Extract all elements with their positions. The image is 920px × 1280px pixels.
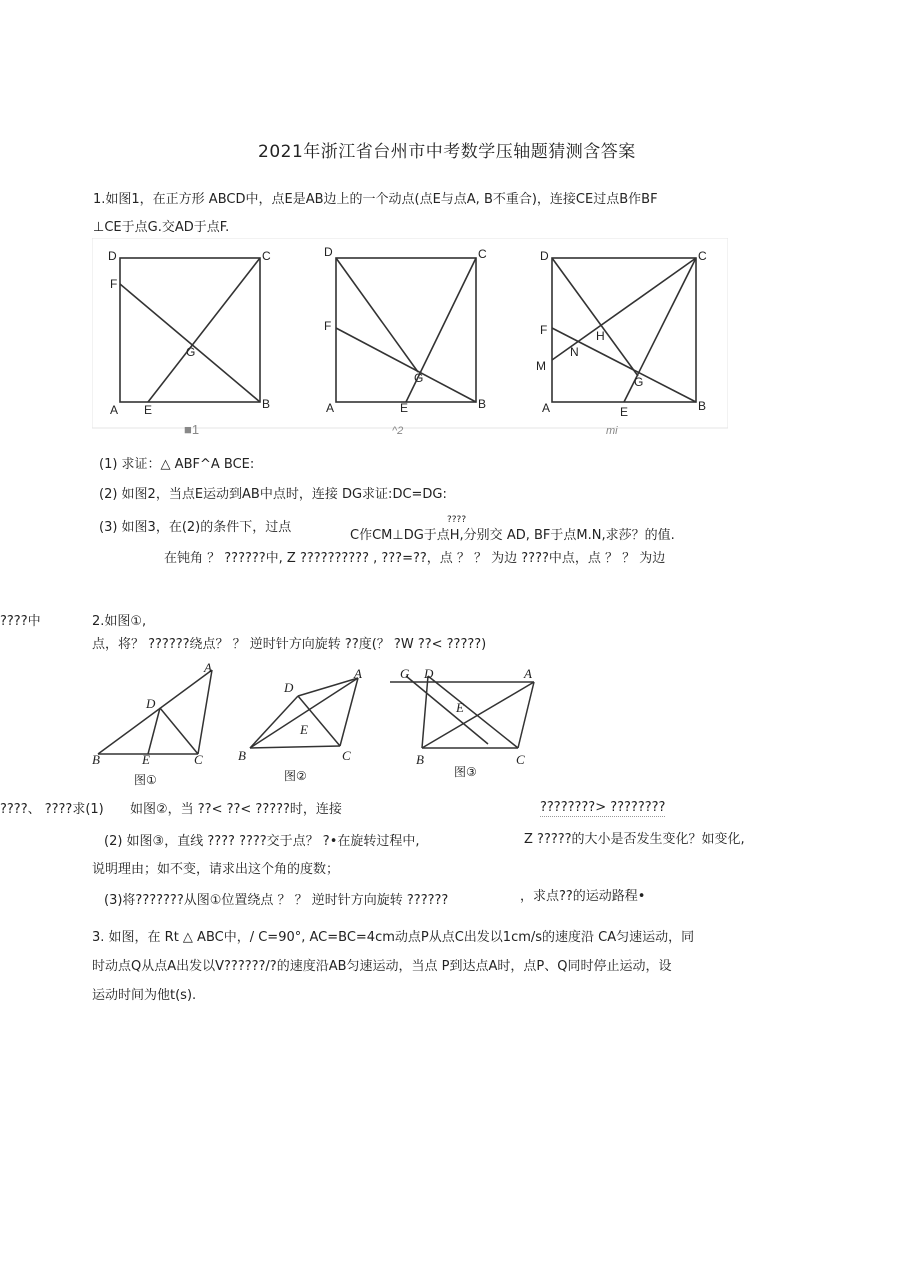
q1f3-label-E: E (620, 405, 629, 419)
q2f1-label-B: B (92, 752, 100, 767)
q1-figure-3 (552, 258, 696, 402)
q3-text-line2: 时动点Q从点A出发以V??????/?的速度沿AB匀速运动，当点 P到达点A时，点P、Q同时停止运动，设 (92, 959, 672, 974)
q1-part3b: C作CM⊥DG于点H,分别交 AD, BF于点M.N,求莎？的值. (350, 528, 675, 543)
q1-part3-sup: ???? (447, 515, 467, 525)
q1-figure-2 (336, 258, 476, 402)
q1f3-label-F: F (540, 323, 548, 337)
q1-part3a: (3) 如图3，在(2)的条件下，过点 (99, 520, 292, 535)
q1f1-label-E: E (144, 403, 153, 417)
q2-part1-left: ????、 ????求(1) (0, 802, 104, 817)
q1f2-caption: ^2 (392, 425, 404, 437)
q2f1-label-C: C (194, 752, 203, 767)
q1f3-label-M: M (536, 359, 546, 373)
q2-part2: (2) 如图③，直线 ???? ????交于点？ ?•在旋转过程中, (104, 834, 420, 849)
q2f3-label-C: C (516, 752, 525, 767)
q1-text-line1: 1.如图1，在正方形 ABCD中，点E是AB边上的一个动点(点E与点A, B不重合)，连接CE过点B作BF (93, 192, 658, 207)
q2f3-caption: 图③ (454, 765, 477, 779)
q1f1-label-C: C (262, 249, 271, 263)
q2f2-label-C: C (342, 748, 351, 763)
q2-part3: (3)将???????从图①位置绕点 ？ ？ 逆时针方向旋转 ?????? (104, 893, 449, 908)
q3-text-line3: 运动时间为他t(s). (92, 988, 197, 1003)
q1f2-label-B: B (478, 397, 487, 411)
q1f1-label-G: G (186, 345, 196, 359)
q1f2-label-D: D (324, 245, 333, 259)
q2f2-label-D: D (284, 680, 294, 695)
q2f2-label-E: E (300, 722, 308, 737)
q1f3-label-C: C (698, 249, 707, 263)
page-title: 2021年浙江省台州市中考数学压轴题猜测含答案 (258, 142, 636, 162)
q1f3-label-G: G (634, 375, 644, 389)
q1f1-label-A: A (110, 403, 119, 417)
q2f2-label-B: B (238, 748, 246, 763)
q2f1-label-A: A (204, 660, 212, 675)
q2-left-label: ????中 (0, 614, 41, 629)
q2-figures (88, 660, 548, 790)
q1-part3c: 在钝角 ？ ??????中, Z ?????????? , ???=??，点 ？ ？ 为边 ????中点，点 ？ ？ 为边 (164, 551, 666, 566)
q1-text-line2: ⊥CE于点G.交AD于点F. (93, 220, 230, 235)
q2f3-label-D: D (424, 666, 434, 681)
q1f2-label-C: C (478, 247, 487, 261)
q1f3-label-N: N (570, 345, 579, 359)
q2f1-label-E: E (142, 752, 150, 767)
q1-figure-1 (120, 258, 260, 402)
q1-figures (92, 238, 728, 438)
q1f1-caption: ■1 (184, 422, 200, 437)
q1f1-label-B: B (262, 397, 271, 411)
q1-part1: (1) 求证：△ ABF^A BCE: (99, 457, 255, 472)
q1f2-label-F: F (324, 319, 332, 333)
q2f1-label-D: D (146, 696, 156, 711)
q2f3-label-B: B (416, 752, 424, 767)
q2f2-label-A: A (354, 666, 362, 681)
q1f3-label-H: H (596, 329, 605, 343)
q1f2-label-E: E (400, 401, 409, 415)
q2f3-label-G: G (400, 666, 410, 681)
q1-part2: (2) 如图2，当点E运动到AB中点时，连接 DG求证:DC=DG: (99, 487, 447, 502)
q1f1-label-D: D (108, 249, 117, 263)
q2f3-label-E: E (456, 700, 464, 715)
q1f3-caption: mi (606, 425, 618, 437)
q2-figure-1 (98, 670, 212, 754)
q2f1-caption: 图① (134, 773, 157, 787)
q2-part1: 如图②，当 ??< ??< ?????时，连接 (130, 802, 342, 817)
q1f3-label-B: B (698, 399, 707, 413)
q2-part1-right: ????????> ???????? (540, 800, 666, 815)
q2-text-line1: 2.如图①, (92, 614, 147, 629)
q2-figure-2 (250, 678, 358, 748)
q1f3-label-A: A (542, 401, 551, 415)
q1f2-label-G: G (414, 371, 424, 385)
q2f2-caption: 图② (284, 769, 307, 783)
q3-text-line1: 3. 如图，在 Rt △ ABC中，/ C=90°, AC=BC=4cm动点P从点C出发以1cm/s的速度沿 CA匀速运动，同 (92, 930, 695, 945)
q1f1-label-F: F (110, 277, 118, 291)
q2-part2-right: Z ?????的大小是否发生变化？如变化, (524, 832, 745, 847)
q2-part2b: 说明理由；如不变，请求出这个角的度数； (92, 862, 340, 877)
q2-text-line2: 点，将？ ??????绕点？ ？ 逆时针方向旋转 ??度(？ ?W ??< ?????) (92, 637, 487, 652)
q2f3-label-A: A (524, 666, 532, 681)
q1f2-label-A: A (326, 401, 335, 415)
q2-part3-right: ，求点??的运动路程• (520, 889, 646, 904)
q1f3-label-D: D (540, 249, 549, 263)
